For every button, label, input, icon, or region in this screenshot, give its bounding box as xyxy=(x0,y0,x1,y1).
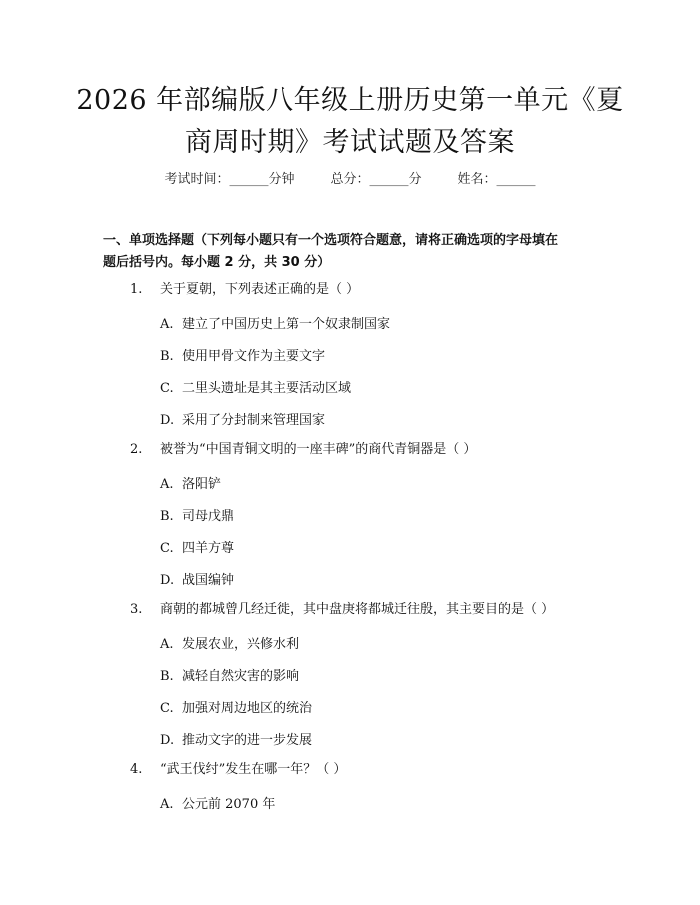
question-3-option-a: A. 发展农业，兴修水利 xyxy=(160,637,300,652)
question-3-option-c: C. 加强对周边地区的统治 xyxy=(160,701,313,716)
title-line-2: 商周时期》考试试题及答案 xyxy=(185,127,515,158)
title-line-1: 2026 年部编版八年级上册历史第一单元《夏 xyxy=(76,85,624,116)
question-number: 2. xyxy=(130,442,143,457)
section-heading xyxy=(103,230,603,274)
section-heading-line-2: 题后括号内。每小题 2 分，共 30 分） xyxy=(103,255,331,270)
exam-title xyxy=(60,80,640,164)
student-name: 姓名：______ xyxy=(457,172,536,187)
exam-info xyxy=(0,168,700,187)
question-3-option-b: B. 减轻自然灾害的影响 xyxy=(160,669,300,684)
question-text: “武王伐纣”发生在哪一年？（ ） xyxy=(160,762,347,777)
question-2-option-c: C. 四羊方尊 xyxy=(160,541,235,556)
question-3-option-d: D. 推动文字的进一步发展 xyxy=(160,733,313,748)
exam-total-score: 总分：______分 xyxy=(330,172,422,187)
question-1-option-d: D. 采用了分封制来管理国家 xyxy=(160,413,326,428)
question-number: 1. xyxy=(130,282,143,297)
question-4-option-a: A. 公元前 2070 年 xyxy=(160,797,276,812)
question-text: 关于夏朝，下列表述正确的是（ ） xyxy=(160,282,360,297)
question-number: 3. xyxy=(130,602,143,617)
question-2-option-a: A. 洛阳铲 xyxy=(160,477,222,492)
question-2-option-d: D. 战国编钟 xyxy=(160,573,235,588)
section-heading-line-1: 一、单项选择题（下列每小题只有一个选项符合题意，请将正确选项的字母填在 xyxy=(103,233,559,248)
question-number: 4. xyxy=(130,762,143,777)
question-1-option-b: B. 使用甲骨文作为主要文字 xyxy=(160,349,326,364)
question-text: 被誉为“中国青铜文明的一座丰碑”的商代青铜器是（ ） xyxy=(160,442,477,457)
question-2-option-b: B. 司母戊鼎 xyxy=(160,509,235,524)
question-1-option-a: A. 建立了中国历史上第一个奴隶制国家 xyxy=(160,317,391,332)
exam-time: 考试时间：______分钟 xyxy=(164,172,295,187)
question-text: 商朝的都城曾几经迁徙，其中盘庚将都城迁往殷，其主要目的是（ ） xyxy=(160,602,555,617)
question-1-option-c: C. 二里头遗址是其主要活动区域 xyxy=(160,381,352,396)
